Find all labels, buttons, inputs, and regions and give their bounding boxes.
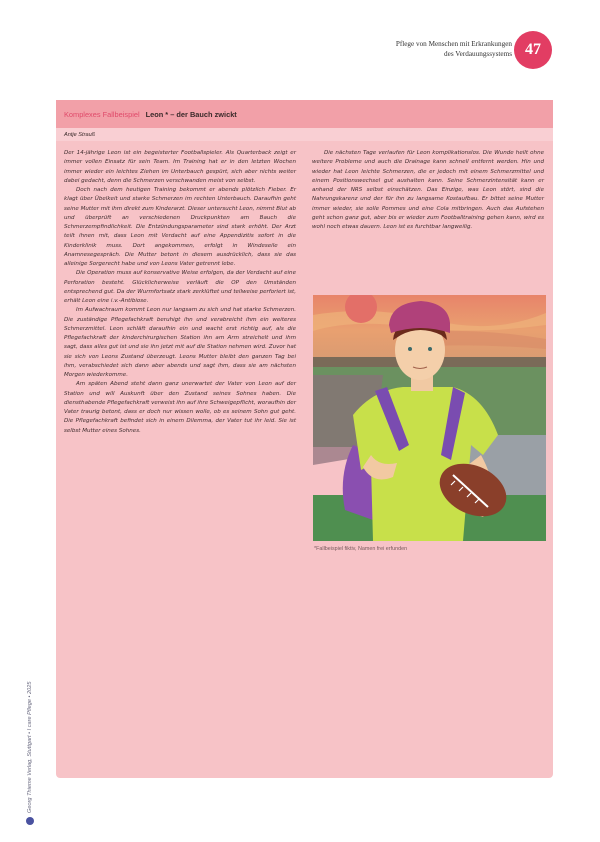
left-column <box>64 149 296 436</box>
case-study-box <box>56 100 553 778</box>
illustration-caption: *Fallbeispiel fiktiv, Namen frei erfunden <box>314 546 408 552</box>
running-head-line2: des Verdauungssystems <box>444 49 512 58</box>
running-head-line1: Pflege von Menschen mit Erkrankungen <box>395 40 512 48</box>
publisher-logo-icon <box>26 817 34 825</box>
side-credit-text: Georg Thieme Verlag, Stuttgart • I care Pflege • 2025 <box>27 681 33 813</box>
case-header <box>56 100 553 128</box>
paragraph: Am späten Abend steht dann ganz unerwartet der Vater von Leon auf der Station und will Auskunft über den Zustand seines Sohnes haben. Die diensthabende Pflegefachkraft verweist ihn auf ihre Schweigepflicht, woraufhin der Vater traurig betont, dass er doch nur wissen wolle, ob es seinem Sohn gut geht. Die Pflegefachkraft befindet sich in einem Dilemma, der Vater tut ihr leid. Sie ist selbst Mutter eines Sohnes. <box>64 381 296 434</box>
case-kicker: Komplexes Fallbeispiel <box>64 109 140 119</box>
paragraph: Doch nach dem heutigen Training bekommt er abends plötzlich Fieber. Er klagt über Übelkeit und starke Schmerzen im rechten Unterbauch. Daraufhin geht seine Mutter mit ihm direkt zum Kinderarzt. Dieser untersucht Leon, nimmt Blut ab und überprüft an verschiedenen Druckpunkten am Bauch die Schmerzempfindlichkeit. Die Entzündungsparameter sind stark erhöht. Der Arzt teilt ihnen mit, dass Leon mit Verdacht auf eine Appendizitis sofort in die Kinderklinik muss. Dort angekommen, erfolgt in Windeseile ein Anamnesegespräch. Die Mutter betont in diesem ausdrücklich, dass sie das alleinige Sorgerecht habe und von Leons Vater getrennt lebe. <box>64 187 296 267</box>
boy-with-football-illustration <box>313 295 546 541</box>
author-row <box>56 128 553 141</box>
case-title: Leon * – der Bauch zwickt <box>145 109 237 119</box>
right-column <box>312 149 544 232</box>
side-credit <box>26 681 34 825</box>
paragraph: Der 14-jährige Leon ist ein begeisterter Footballspieler. Als Quarterback zeigt er immer vollen Einsatz für sein Team. Im Training hat er in den letzten Wochen immer wieder ein leichtes Ziehen im Unterbauch gespürt, sich aber nichts weiter dabei gedacht, denn die Schmerzen verschwanden meist von selbst. <box>64 150 296 184</box>
author-name: Antje Strauß <box>64 131 96 138</box>
paragraph: Im Aufwachraum kommt Leon nur langsam zu sich und hat starke Schmerzen. Die zuständige Pflegefachkraft beruhigt ihn und verabreicht ihm ein weiteres Schmerzmittel. Leon schläft daraufhin ein und wacht erst richtig auf, als die Pflegefachkraft der kinderchirurgischen Station ihn am Arm streichelt und ihm sagt, dass alles gut ist und sie ihn jetzt mit auf die Station nehmen wird. Zuvor hat sie sich von Leons Zustand überzeugt. Leons Mutter bleibt den ganzen Tag bei ihm, verabschiedet sich dann aber abends und sagt ihm, dass sie am nächsten Morgen wiederkomme. <box>64 307 296 378</box>
paragraph: Die nächsten Tage verlaufen für Leon komplikationslos. Die Wunde heilt ohne weitere Probleme und auch die Drainage kann schnell entfernt werden. Hin und wieder hat Leon leichte Schmerzen, die er jedoch mit einem Schmerzmittel und einem Positionswechsel gut aushalten kann. Seine Schmerzintensität kann er anhand der NRS selbst einschätzen. Das Einzige, was Leon stört, sind die Nahrungskarenz und der für ihn zu langsame Kostaufbau. Er bittet seine Mutter immer wieder, sie solle Pommes und eine Cola mitbringen. Auch das Aufstehen geht schon ganz gut, aber bis er wieder zum Footballtraining gehen kann, wird es wohl noch etwas dauern. Leon ist es furchtbar langweilig. <box>312 150 544 230</box>
running-head <box>252 40 512 59</box>
page-number-badge: 47 <box>514 31 552 69</box>
paragraph: Die Operation muss auf konservative Weise erfolgen, da der Verdacht auf eine Perforation besteht. Glücklicherweise verläuft die OP den Umständen entsprechend gut. Da der Wurmfortsatz stark zerklüftet und teilweise perforiert ist, erhält Leon eine i.v.-Antibiose. <box>64 270 296 304</box>
